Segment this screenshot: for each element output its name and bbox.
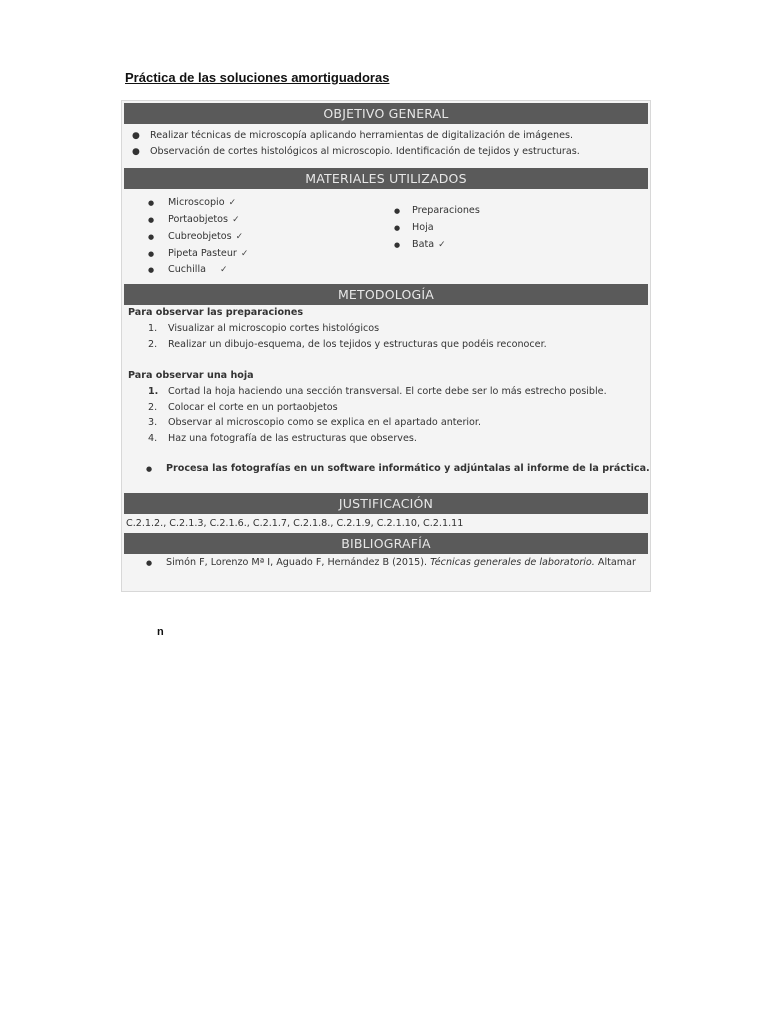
material-item: Microscopio ✓ xyxy=(168,197,237,208)
check-mark-icon: ✓ xyxy=(438,240,446,250)
bibliografia-entry: Simón F, Lorenzo Mª I, Aguado F, Hernández B (2015). Técnicas generales de laboratorio. Altamar xyxy=(166,557,636,568)
check-mark-icon: ✓ xyxy=(220,265,228,275)
scanned-practice-sheet xyxy=(121,100,651,592)
bullet-icon: ● xyxy=(148,233,155,241)
material-item: Pipeta Pasteur ✓ xyxy=(168,248,249,259)
bullet-icon: ● xyxy=(148,250,155,258)
stray-character: n xyxy=(157,626,164,638)
justificacion-heading: JUSTIFICACIÓN xyxy=(124,493,648,514)
material-item: Preparaciones xyxy=(412,205,480,216)
step-number: 2. xyxy=(148,339,158,350)
bullet-icon: ● xyxy=(148,199,155,207)
objetivo-heading: OBJETIVO GENERAL xyxy=(124,103,648,124)
step-text: Haz una fotografía de las estructuras que observes. xyxy=(168,433,417,444)
bullet-icon: ● xyxy=(394,207,401,215)
metodologia-final-note: Procesa las fotografías en un software informático y adjúntalas al informe de la práctica. xyxy=(166,463,650,474)
material-item: Portaobjetos ✓ xyxy=(168,214,240,225)
bullet-icon: ● xyxy=(146,465,153,473)
bullet-icon: ● xyxy=(132,147,140,157)
step-number: 4. xyxy=(148,433,158,444)
justificacion-codes: C.2.1.2., C.2.1.3, C.2.1.6., C.2.1.7, C.2.1.8., C.2.1.9, C.2.1.10, C.2.1.11 xyxy=(126,518,464,529)
material-item: Bata ✓ xyxy=(412,239,446,250)
material-item: Cuchilla ✓ xyxy=(168,264,228,275)
page-title: Práctica de las soluciones amortiguadoras xyxy=(125,70,390,85)
step-text: Observar al microscopio como se explica en el apartado anterior. xyxy=(168,417,482,428)
bullet-icon: ● xyxy=(148,216,155,224)
step-text: Realizar un dibujo-esquema, de los tejidos y estructuras que podéis reconocer. xyxy=(168,339,547,350)
material-item: Cubreobjetos ✓ xyxy=(168,231,244,242)
material-item: Hoja xyxy=(412,222,434,233)
check-mark-icon: ✓ xyxy=(228,198,237,208)
step-number: 2. xyxy=(148,402,158,413)
check-mark-icon: ✓ xyxy=(240,249,249,259)
check-mark-icon: ✓ xyxy=(232,215,240,225)
bibliografia-heading: BIBLIOGRAFÍA xyxy=(124,533,648,554)
materiales-heading: MATERIALES UTILIZADOS xyxy=(124,168,648,189)
objetivo-item: Realizar técnicas de microscopía aplicando herramientas de digitalización de imágenes. xyxy=(150,130,574,141)
bullet-icon: ● xyxy=(148,266,155,274)
step-text: Cortad la hoja haciendo una sección transversal. El corte debe ser lo más estrecho posible. xyxy=(168,386,607,397)
bullet-icon: ● xyxy=(394,241,401,249)
metodologia-subheading: Para observar una hoja xyxy=(128,370,254,381)
bullet-icon: ● xyxy=(394,224,401,232)
metodologia-subheading: Para observar las preparaciones xyxy=(128,307,304,318)
check-mark-icon: ✓ xyxy=(235,232,244,242)
step-number: 1. xyxy=(148,323,158,334)
bullet-icon: ● xyxy=(146,559,153,567)
bullet-icon: ● xyxy=(132,131,140,141)
step-number: 1. xyxy=(148,386,159,397)
metodologia-heading: METODOLOGÍA xyxy=(124,284,648,305)
objetivo-item: Observación de cortes histológicos al microscopio. Identificación de tejidos y estructuras. xyxy=(150,146,580,157)
step-text: Visualizar al microscopio cortes histológicos xyxy=(168,323,380,334)
step-text: Colocar el corte en un portaobjetos xyxy=(168,402,338,413)
step-number: 3. xyxy=(148,417,158,428)
